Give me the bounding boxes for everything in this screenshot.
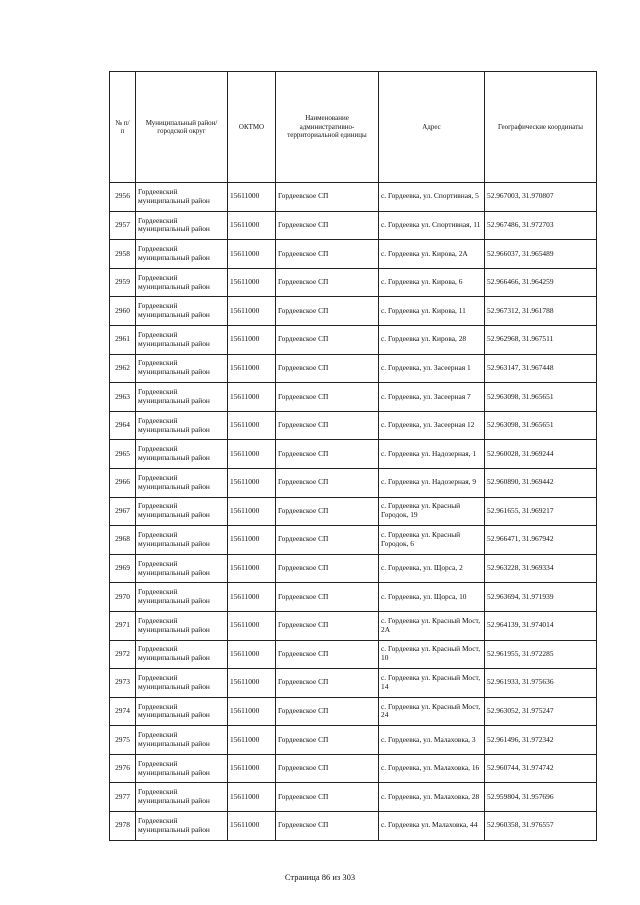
cell-address: с. Гордеевка, ул. Засеерная 1 [379,354,485,383]
cell-num: 2960 [110,297,136,326]
cell-unit: Гордеевское СП [276,497,379,526]
cell-coords: 52.959804, 31.957696 [485,783,597,812]
cell-num: 2966 [110,468,136,497]
cell-district: Гордеевский муниципальный район [136,783,228,812]
cell-num: 2976 [110,754,136,783]
cell-num: 2957 [110,211,136,240]
cell-oktmo: 15611000 [228,783,276,812]
table-row [110,640,597,669]
cell-coords: 52.963098, 31.965651 [485,411,597,440]
table-row [110,783,597,812]
cell-unit: Гордеевское СП [276,812,379,841]
cell-oktmo: 15611000 [228,468,276,497]
cell-unit: Гордеевское СП [276,468,379,497]
cell-oktmo: 15611000 [228,440,276,469]
cell-address: с. Гордеевка, ул. Малаховка, 28 [379,783,485,812]
cell-district: Гордеевский муниципальный район [136,669,228,698]
cell-district: Гордеевский муниципальный район [136,640,228,669]
cell-num: 2973 [110,669,136,698]
cell-district: Гордеевский муниципальный район [136,754,228,783]
cell-oktmo: 15611000 [228,497,276,526]
cell-address: с. Гордеевка ул. Надозерная, 1 [379,440,485,469]
cell-num: 2959 [110,268,136,297]
header-unit: Наименование административно-территориальной единицы [276,72,379,183]
cell-coords: 52.963694, 31.971939 [485,583,597,612]
cell-oktmo: 15611000 [228,297,276,326]
cell-district: Гордеевский муниципальный район [136,611,228,640]
cell-coords: 52.960028, 31.969244 [485,440,597,469]
cell-num: 2967 [110,497,136,526]
table-row [110,726,597,755]
cell-coords: 52.960358, 31.976557 [485,812,597,841]
cell-unit: Гордеевское СП [276,611,379,640]
table-row [110,411,597,440]
cell-oktmo: 15611000 [228,325,276,354]
cell-address: с. Гордеевка, ул. Засеерная 12 [379,411,485,440]
cell-unit: Гордеевское СП [276,526,379,555]
cell-oktmo: 15611000 [228,640,276,669]
cell-district: Гордеевский муниципальный район [136,526,228,555]
cell-oktmo: 15611000 [228,669,276,698]
cell-address: с. Гордеевка ул. Кирова, 2А [379,240,485,269]
cell-address: с. Гордеевка ул. Красный Мост, 2А [379,611,485,640]
cell-num: 2962 [110,354,136,383]
cell-district: Гордеевский муниципальный район [136,697,228,726]
cell-oktmo: 15611000 [228,183,276,212]
cell-oktmo: 15611000 [228,268,276,297]
cell-coords: 52.963228, 31.969334 [485,554,597,583]
cell-district: Гордеевский муниципальный район [136,583,228,612]
cell-oktmo: 15611000 [228,211,276,240]
cell-district: Гордеевский муниципальный район [136,554,228,583]
cell-district: Гордеевский муниципальный район [136,211,228,240]
cell-district: Гордеевский муниципальный район [136,354,228,383]
table-row [110,611,597,640]
cell-unit: Гордеевское СП [276,297,379,326]
cell-district: Гордеевский муниципальный район [136,268,228,297]
table-row [110,211,597,240]
table-row [110,297,597,326]
cell-unit: Гордеевское СП [276,697,379,726]
cell-oktmo: 15611000 [228,411,276,440]
table-row [110,240,597,269]
cell-coords: 52.961655, 31.969217 [485,497,597,526]
table-row [110,754,597,783]
cell-district: Гордеевский муниципальный район [136,497,228,526]
cell-district: Гордеевский муниципальный район [136,468,228,497]
cell-oktmo: 15611000 [228,354,276,383]
cell-unit: Гордеевское СП [276,554,379,583]
cell-address: с. Гордеевка ул. Кирова, 6 [379,268,485,297]
cell-address: с. Гордеевка, ул. Щорса, 10 [379,583,485,612]
cell-unit: Гордеевское СП [276,754,379,783]
cell-oktmo: 15611000 [228,583,276,612]
cell-address: с. Гордеевка, ул. Малаховка, 16 [379,754,485,783]
cell-district: Гордеевский муниципальный район [136,440,228,469]
cell-address: с. Гордеевка, ул. Щорса, 2 [379,554,485,583]
table-body [110,183,597,841]
cell-address: с. Гордеевка ул. Красный Мост, 24 [379,697,485,726]
cell-unit: Гордеевское СП [276,240,379,269]
cell-coords: 52.961955, 31.972285 [485,640,597,669]
cell-oktmo: 15611000 [228,812,276,841]
cell-coords: 52.964139, 31.974014 [485,611,597,640]
cell-unit: Гордеевское СП [276,440,379,469]
cell-oktmo: 15611000 [228,383,276,412]
cell-num: 2977 [110,783,136,812]
cell-coords: 52.962968, 31.967511 [485,325,597,354]
cell-coords: 52.961933, 31.975636 [485,669,597,698]
cell-district: Гордеевский муниципальный район [136,812,228,841]
cell-unit: Гордеевское СП [276,383,379,412]
cell-address: с. Гордеевка ул. Надозерная, 9 [379,468,485,497]
cell-num: 2968 [110,526,136,555]
cell-num: 2958 [110,240,136,269]
cell-num: 2974 [110,697,136,726]
table-row [110,497,597,526]
cell-address: с. Гордеевка ул. Красный Мост, 14 [379,669,485,698]
cell-address: с. Гордеевка, ул. Спортивная, 5 [379,183,485,212]
cell-coords: 52.966466, 31.964259 [485,268,597,297]
cell-address: с. Гордеевка, ул. Малаховка, 3 [379,726,485,755]
cell-unit: Гордеевское СП [276,783,379,812]
cell-address: с. Гордеевка ул. Спортивная, 11 [379,211,485,240]
cell-num: 2971 [110,611,136,640]
cell-unit: Гордеевское СП [276,411,379,440]
cell-address: с. Гордеевка ул. Красный Городок, 19 [379,497,485,526]
cell-coords: 52.967312, 31.961788 [485,297,597,326]
cell-coords: 52.963098, 31.965651 [485,383,597,412]
header-oktmo: ОКТМО [228,72,276,183]
cell-coords: 52.966037, 31.965489 [485,240,597,269]
cell-oktmo: 15611000 [228,240,276,269]
cell-coords: 52.966471, 31.967942 [485,526,597,555]
header-district: Муниципальный район/городской округ [136,72,228,183]
cell-address: с. Гордеевка ул. Малаховка, 44 [379,812,485,841]
cell-unit: Гордеевское СП [276,726,379,755]
cell-num: 2964 [110,411,136,440]
table-row [110,526,597,555]
cell-oktmo: 15611000 [228,554,276,583]
table-row [110,268,597,297]
cell-district: Гордеевский муниципальный район [136,325,228,354]
page-number: Страница 86 из 303 [284,872,356,882]
table-row [110,468,597,497]
cell-oktmo: 15611000 [228,526,276,555]
cell-unit: Гордеевское СП [276,669,379,698]
cell-coords: 52.967003, 31.970807 [485,183,597,212]
cell-coords: 52.961496, 31.972342 [485,726,597,755]
cell-district: Гордеевский муниципальный район [136,411,228,440]
table-row [110,354,597,383]
table-header [110,72,597,183]
header-coords: Географические координаты [485,72,597,183]
cell-district: Гордеевский муниципальный район [136,726,228,755]
cell-num: 2972 [110,640,136,669]
cell-unit: Гордеевское СП [276,354,379,383]
cell-coords: 52.967486, 31.972703 [485,211,597,240]
cell-address: с. Гордеевка ул. Красный Городок, 6 [379,526,485,555]
cell-coords: 52.963147, 31.967448 [485,354,597,383]
table-row [110,812,597,841]
cell-unit: Гордеевское СП [276,183,379,212]
cell-num: 2969 [110,554,136,583]
cell-oktmo: 15611000 [228,726,276,755]
cell-district: Гордеевский муниципальный район [136,383,228,412]
table-row [110,554,597,583]
table-row [110,183,597,212]
cell-coords: 52.960890, 31.969442 [485,468,597,497]
table-row [110,440,597,469]
table-row [110,325,597,354]
cell-oktmo: 15611000 [228,611,276,640]
header-num: № п/п [110,72,136,183]
cell-unit: Гордеевское СП [276,325,379,354]
cell-num: 2963 [110,383,136,412]
cell-oktmo: 15611000 [228,754,276,783]
cell-unit: Гордеевское СП [276,583,379,612]
cell-num: 2965 [110,440,136,469]
cell-district: Гордеевский муниципальный район [136,297,228,326]
header-address: Адрес [379,72,485,183]
cell-num: 2978 [110,812,136,841]
address-register-table [109,71,597,841]
cell-address: с. Гордеевка ул. Кирова, 28 [379,325,485,354]
cell-district: Гордеевский муниципальный район [136,183,228,212]
table-row [110,383,597,412]
cell-unit: Гордеевское СП [276,268,379,297]
cell-num: 2970 [110,583,136,612]
cell-unit: Гордеевское СП [276,211,379,240]
table-row [110,583,597,612]
table-row [110,669,597,698]
cell-num: 2961 [110,325,136,354]
cell-unit: Гордеевское СП [276,640,379,669]
cell-coords: 52.963052, 31.975247 [485,697,597,726]
table-row [110,697,597,726]
cell-oktmo: 15611000 [228,697,276,726]
cell-address: с. Гордеевка ул. Красный Мост, 10 [379,640,485,669]
cell-address: с. Гордеевка, ул. Засеерная 7 [379,383,485,412]
cell-district: Гордеевский муниципальный район [136,240,228,269]
cell-num: 2956 [110,183,136,212]
cell-address: с. Гордеевка ул. Кирова, 11 [379,297,485,326]
cell-num: 2975 [110,726,136,755]
cell-coords: 52.960744, 31.974742 [485,754,597,783]
